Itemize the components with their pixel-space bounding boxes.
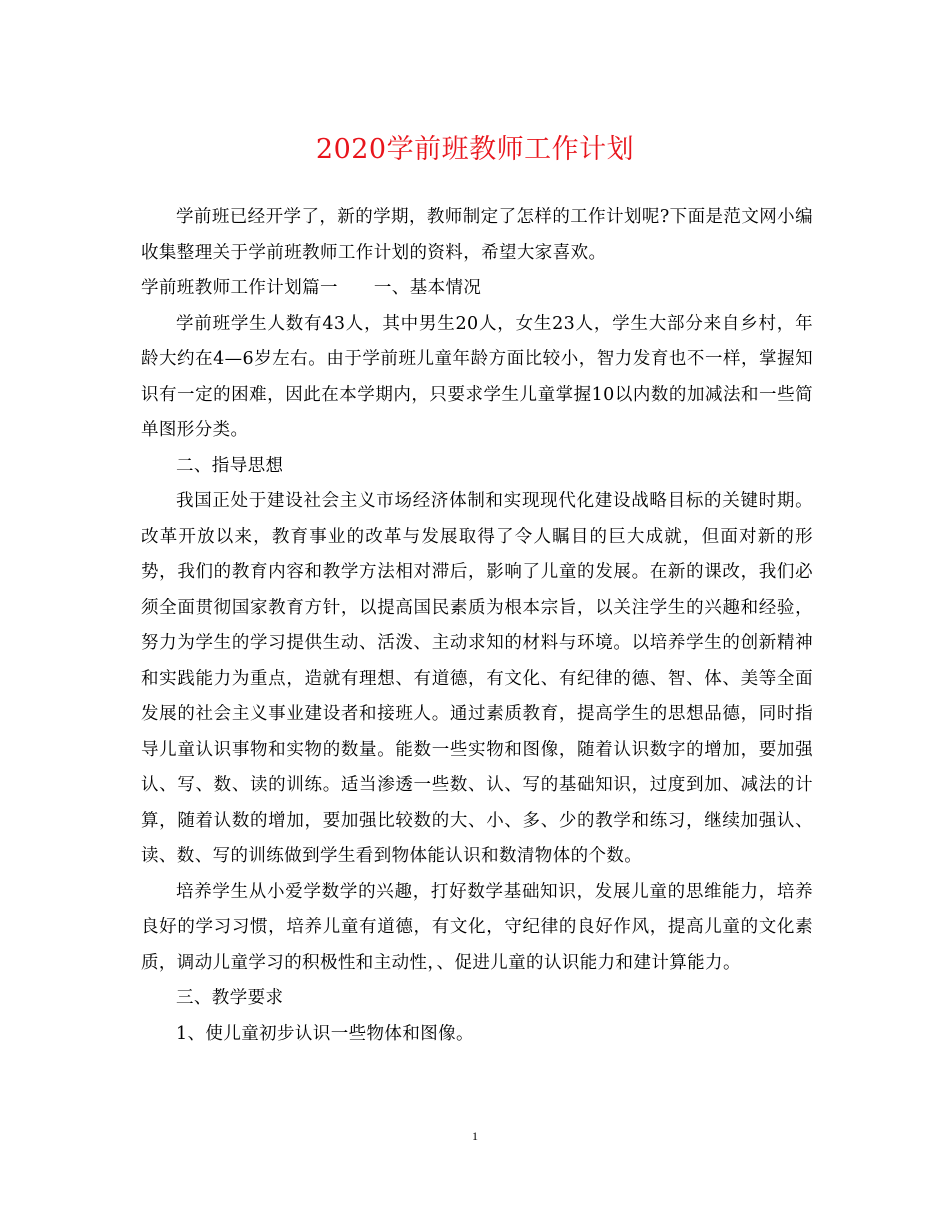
heading-basic-info: 一、基本情况 (373, 278, 482, 298)
heading-teaching-requirements: 三、教学要求 (176, 988, 284, 1008)
page-number: 1 (472, 1129, 478, 1143)
requirement-item-1: 1、使儿童初步认识一些物体和图像。 (176, 1023, 474, 1044)
document-title: 2020学前班教师工作计划 (315, 134, 635, 165)
cultivation-paragraph: 培养学生从小爱学数学的兴趣，打好数学基础知识，发展儿童的思维能力，培养良好的学习习惯，培养儿童有道德，有文化，守纪律的良好作风，提高儿童的文化素质，调动儿童学习的积极性和主动性，、促进儿童的认识能力和建计算能力。 (141, 881, 813, 973)
section-line (141, 271, 813, 307)
heading-guiding-ideology: 二、指导思想 (176, 455, 284, 476)
section-label: 学前班教师工作计划篇一 (141, 278, 338, 298)
intro-paragraph: 学前班已经开学了，新的学期，教师制定了怎样的工作计划呢?下面是范文网小编收集整理关于学前班教师工作计划的资料，希望大家喜欢。 (141, 207, 813, 263)
document-body (141, 200, 813, 1052)
guiding-ideology-paragraph: 我国正处于建设社会主义市场经济体制和实现现代化建设战略目标的关键时期。改革开放以来，教育事业的改革与发展取得了令人瞩目的巨大成就，但面对新的形势，我们的教育内容和教学方法相对滞后，影响了儿童的发展。在新的课改，我们必须全面贯彻国家教育方针，以提高国民素质为根本宗旨，以关注学生的兴趣和经验，努力为学生的学习提供生动、活泼、主动求知的材料与环境。以培养学生的创新精神和实践能力为重点，造就有理想、有道德，有文化、有纪律的德、智、体、美等全面发展的社会主义事业建设者和接班人。通过素质教育，提高学生的思想品德，同时指导儿童认识事物和实物的数量。能数一些实物和图像，随着认识数字的增加，要加强认、写、数、读的训练。适当渗透一些数、认、写的基础知识，过度到加、减法的计算，随着认数的增加，要加强比较数的大、小、多、少的教学和练习，继续加强认、读、数、写的训练做到学生看到物体能认识和数清物体的个数。 (141, 491, 813, 866)
basic-info-paragraph: 学前班学生人数有43人，其中男生20人，女生23人，学生大部分来自乡村，年龄大约在4—6岁左右。由于学前班儿童年龄方面比较小，智力发育也不一样，掌握知识有一定的困难，因此在本学期内，只要求学生儿童掌握10以内数的加减法和一些简单图形分类。 (141, 313, 813, 440)
